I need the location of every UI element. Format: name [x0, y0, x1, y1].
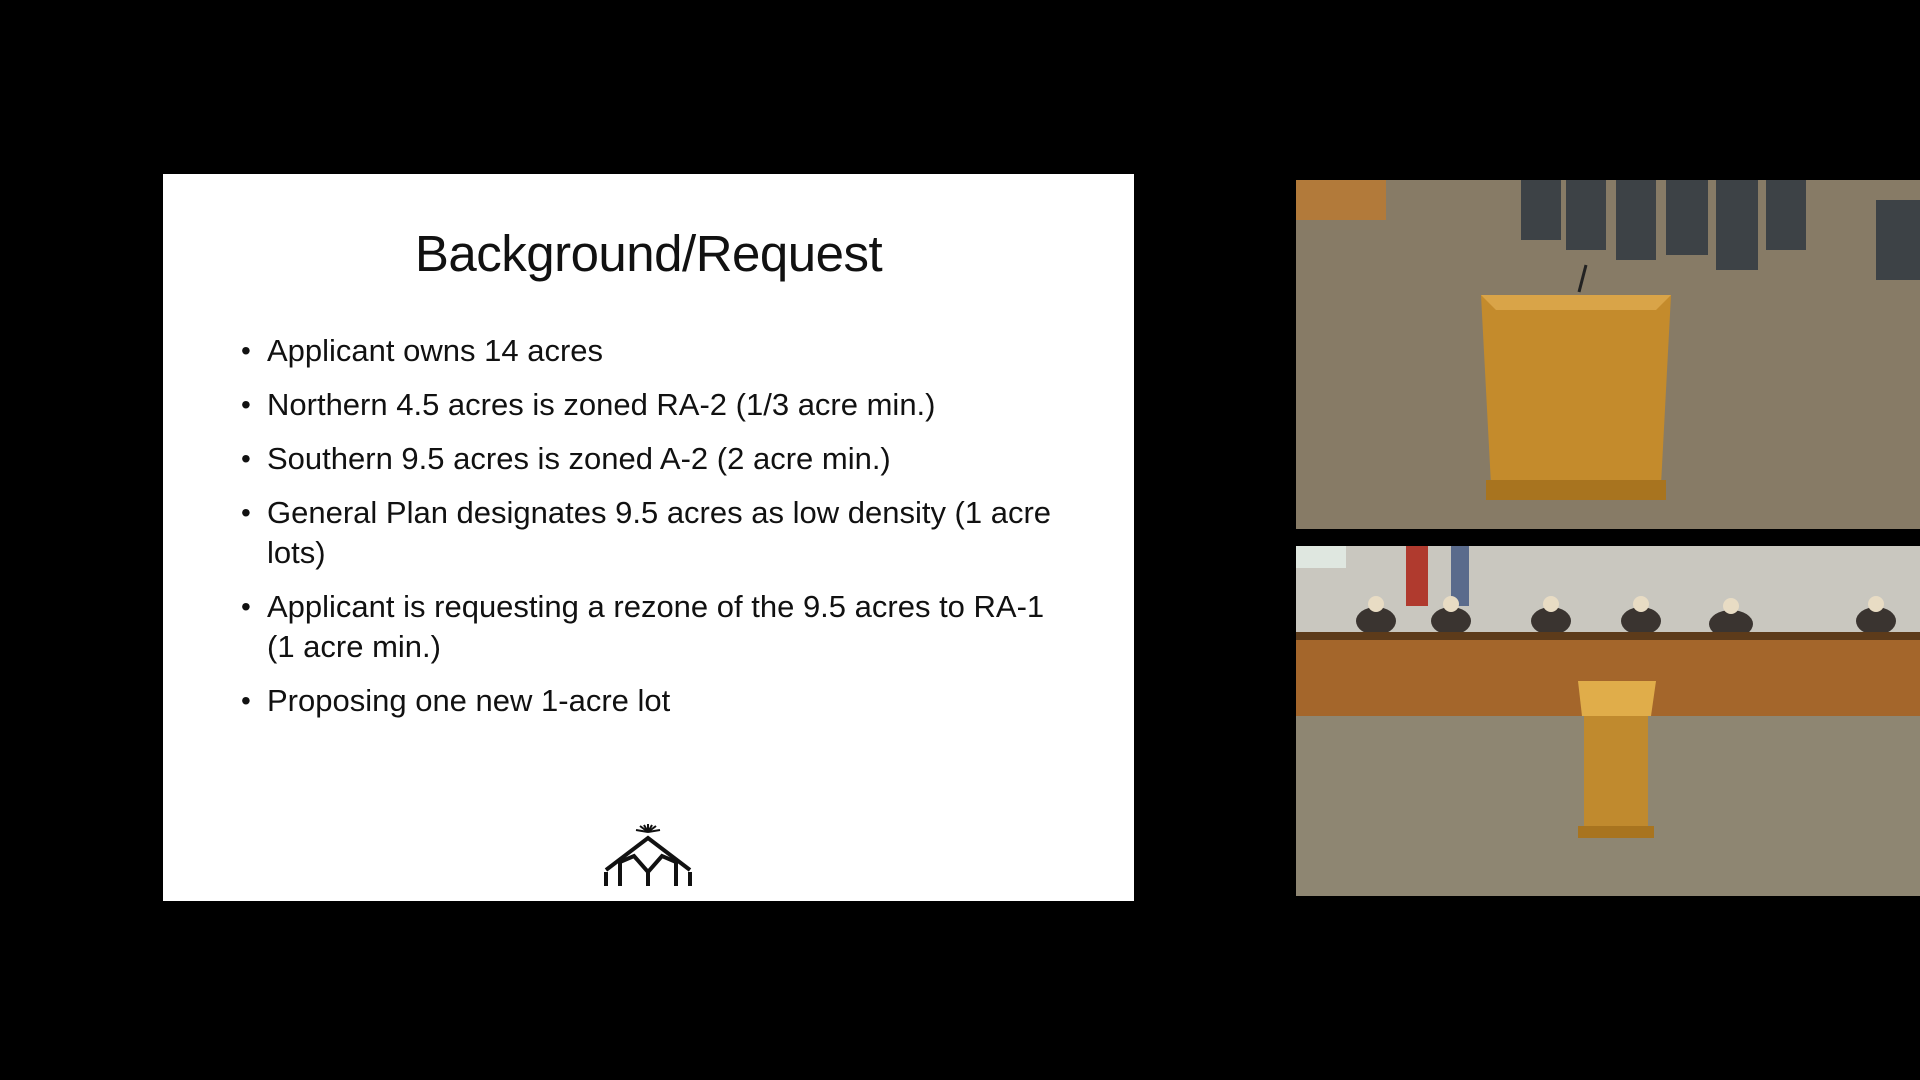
camera-feed-icon — [1296, 546, 1920, 896]
slide-bullet-list — [241, 331, 1071, 735]
city-logo-icon — [600, 822, 696, 888]
slide-title: Background/Request — [414, 225, 883, 282]
bullet-item: • Applicant is requesting a rezone of the 9.5 acres to RA-1 (1 acre min.) — [241, 587, 1071, 667]
bullet-item: • Southern 9.5 acres is zoned A-2 (2 acre min.) — [241, 439, 1071, 479]
bullet-item: • General Plan designates 9.5 acres as low density (1 acre lots) — [241, 493, 1071, 573]
video-feed-top — [1296, 180, 1920, 529]
bullet-item: • Proposing one new 1-acre lot — [241, 681, 1071, 721]
bullet-item: • Northern 4.5 acres is zoned RA-2 (1/3 acre min.) — [241, 385, 1071, 425]
bullet-item: • Applicant owns 14 acres — [241, 331, 1071, 371]
camera-feed-icon — [1296, 180, 1920, 529]
video-feed-bottom — [1296, 546, 1920, 896]
presentation-slide — [163, 174, 1134, 901]
